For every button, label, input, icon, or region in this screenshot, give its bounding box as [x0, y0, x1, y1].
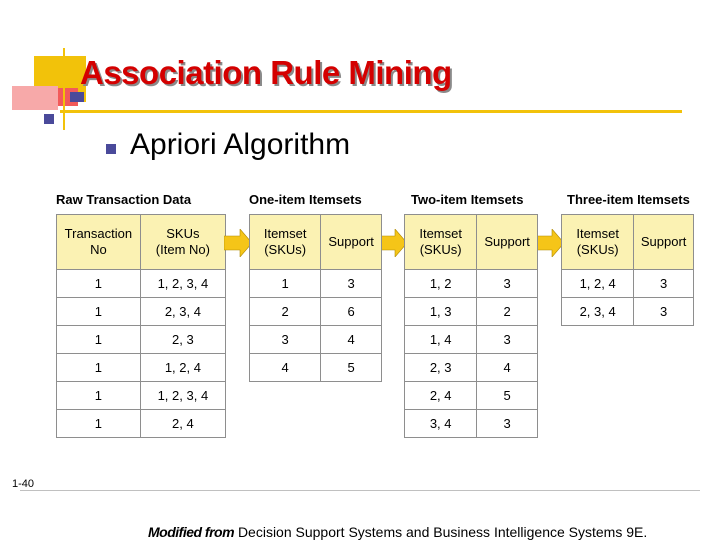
- table-cell: 2, 3: [140, 326, 225, 354]
- table-header-row: [405, 215, 538, 270]
- table-row: [250, 298, 382, 326]
- table-cell: 1: [57, 382, 141, 410]
- footer-divider: [20, 490, 700, 491]
- table-cell: 5: [477, 382, 538, 410]
- table-header-row: [57, 215, 226, 270]
- table-cell: 6: [321, 298, 382, 326]
- slide-title: Association Rule Mining: [80, 54, 452, 91]
- table-row: [57, 354, 226, 382]
- table-cell: 2: [477, 298, 538, 326]
- table-row: [405, 326, 538, 354]
- slide-number: 1-40: [12, 478, 35, 490]
- table-cell: 1: [57, 410, 141, 438]
- table-cell: 1, 3: [405, 298, 477, 326]
- table-row: [562, 270, 694, 298]
- decor-vertical-line: [63, 48, 65, 130]
- two-item-title: Two-item Itemsets: [411, 192, 524, 207]
- raw-transaction-table: [56, 214, 226, 438]
- table-cell: 3: [477, 410, 538, 438]
- table-row: [405, 298, 538, 326]
- table-cell: 1: [57, 354, 141, 382]
- decor-blue-bar: [44, 114, 54, 124]
- table-row: [405, 410, 538, 438]
- table-row: [405, 382, 538, 410]
- table-cell: 3: [634, 270, 694, 298]
- table-cell: 2, 3, 4: [140, 298, 225, 326]
- one-item-title: One-item Itemsets: [249, 192, 362, 207]
- slide-subtitle: Apriori Algorithm: [130, 128, 351, 161]
- table-row: [57, 298, 226, 326]
- table-row: [57, 326, 226, 354]
- column-header: Itemset (SKUs): [405, 215, 477, 270]
- table-cell: 2: [250, 298, 321, 326]
- table-cell: 2, 3: [405, 354, 477, 382]
- table-cell: 4: [250, 354, 321, 382]
- table-cell: 2, 4: [140, 410, 225, 438]
- one-item-table: [249, 214, 382, 382]
- table-cell: 1, 2, 4: [562, 270, 634, 298]
- table-cell: 5: [321, 354, 382, 382]
- decor-pink-square: [12, 86, 58, 110]
- three-item-title: Three-item Itemsets: [567, 192, 690, 207]
- bullet-square-icon: [106, 144, 116, 154]
- table-row: [562, 298, 694, 326]
- table-cell: 3: [321, 270, 382, 298]
- table-row: [405, 354, 538, 382]
- arrow-right-icon: [379, 229, 407, 257]
- three-item-table: [561, 214, 694, 326]
- two-item-table: [404, 214, 538, 438]
- table-cell: 4: [321, 326, 382, 354]
- footer-credit: [148, 524, 647, 540]
- table-cell: 3: [634, 298, 694, 326]
- column-header: Support: [634, 215, 694, 270]
- table-header-row: [250, 215, 382, 270]
- column-header: SKUs (Item No): [140, 215, 225, 270]
- column-header: Itemset (SKUs): [250, 215, 321, 270]
- table-cell: 2, 4: [405, 382, 477, 410]
- table-cell: 3, 4: [405, 410, 477, 438]
- table-cell: 1: [57, 270, 141, 298]
- footer-source: Decision Support Systems and Business Intelligence Systems 9E.: [237, 524, 648, 540]
- title-underline: [60, 110, 682, 113]
- table-cell: 1: [250, 270, 321, 298]
- table-row: [57, 382, 226, 410]
- table-cell: 1, 2, 3, 4: [140, 382, 225, 410]
- column-header: Transaction No: [57, 215, 141, 270]
- table-row: [250, 326, 382, 354]
- table-cell: 4: [477, 354, 538, 382]
- footer-modified-label: Modified from: [148, 524, 235, 540]
- table-row: [405, 270, 538, 298]
- column-header: Support: [321, 215, 382, 270]
- table-row: [250, 354, 382, 382]
- table-header-row: [562, 215, 694, 270]
- table-cell: 1, 4: [405, 326, 477, 354]
- table-cell: 3: [477, 270, 538, 298]
- table-cell: 1, 2, 4: [140, 354, 225, 382]
- table-cell: 1: [57, 298, 141, 326]
- table-row: [57, 270, 226, 298]
- arrow-right-icon: [224, 229, 252, 257]
- table-cell: 2, 3, 4: [562, 298, 634, 326]
- table-cell: 1, 2, 3, 4: [140, 270, 225, 298]
- table-row: [57, 410, 226, 438]
- table-cell: 3: [477, 326, 538, 354]
- table-cell: 1, 2: [405, 270, 477, 298]
- raw-transaction-title: Raw Transaction Data: [56, 192, 192, 207]
- column-header: Support: [477, 215, 538, 270]
- column-header: Itemset (SKUs): [562, 215, 634, 270]
- table-row: [250, 270, 382, 298]
- table-cell: 1: [57, 326, 141, 354]
- table-cell: 3: [250, 326, 321, 354]
- arrow-right-icon: [536, 229, 564, 257]
- decor-blue-bar: [70, 92, 84, 102]
